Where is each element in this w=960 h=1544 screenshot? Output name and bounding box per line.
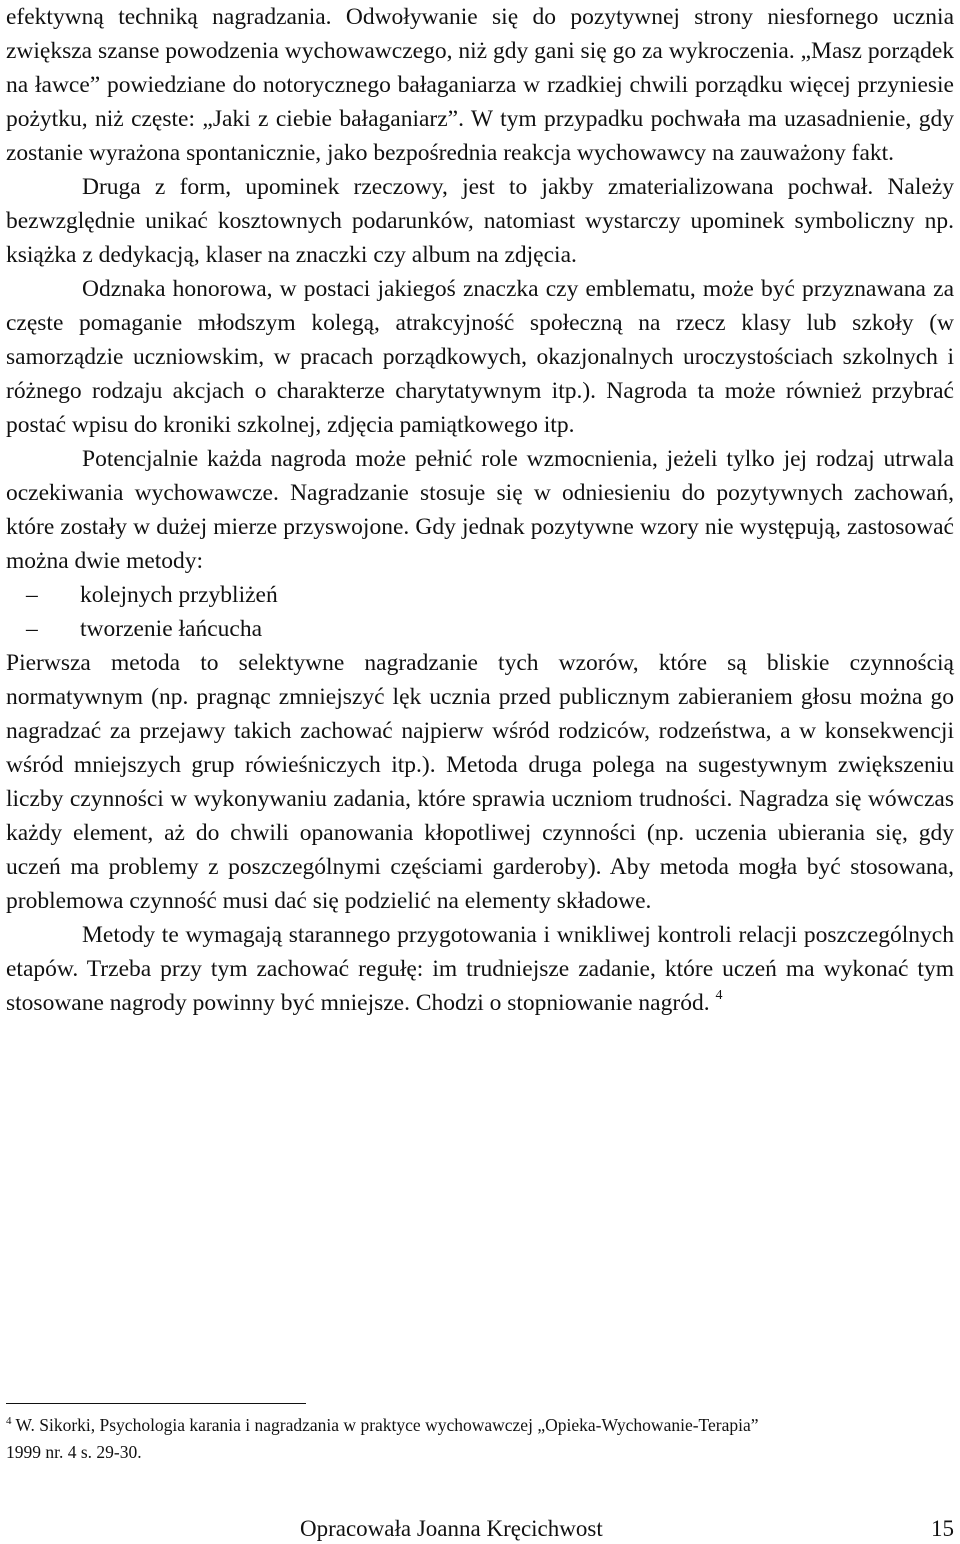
main-text: [6, 0, 954, 1020]
list-item-text: kolejnych przybliżeń: [80, 582, 278, 608]
paragraph-conclusion-text: Metody te wymagają starannego przygotowania i wnikliwej kontroli relacji poszczególnych etapów. Trzeba przy tym zachować regułę: im trudniejsze zadanie, które uczeń ma wykonać tym stosowane nagrody powinny być mniejsze. Chodzi o stopniowanie nagród.: [6, 922, 954, 1016]
footnote-separator: [6, 1403, 306, 1404]
footnote-reference: 4: [715, 988, 723, 1004]
dash-bullet: –: [26, 582, 38, 608]
paragraph-methods: Pierwsza metoda to selektywne nagradzanie tych wzorów, które są bliskie czynnością normatywnym (np. pragnąc zmniejszyć lęk ucznia przed publicznym zabieraniem głosu można go nagradzać za przejawy takich zachować najpierw wśród rodziców, rodzeństwa, a w konsekwencji wśród mniejszych grup rówieśniczych itp.). Metoda druga polega na sugestywnym zwiększeniu liczby czynności w wykonywaniu zadania, które sprawia uczniom trudności. Nagradza się wówczas każdy element, aż do chwili opanowania kłopotliwej czynności (np. uczenia ubierania się, gdy uczeń ma problemy z poszczególnymi częściami garderoby). Aby metoda mogła być stosowana, problemowa czynność musi dać się podzielić na elementy składowe.: [6, 650, 954, 914]
methods-list: [6, 578, 954, 646]
list-item: [6, 612, 954, 646]
footnote-journal: „Opieka-Wychowanie-Terapia”: [537, 1415, 759, 1435]
footer-author: Opracowała Joanna Kręcichwost: [300, 1516, 603, 1541]
footnote-marker: 4: [6, 1415, 12, 1428]
footnote-text-after: 1999 nr. 4 s. 29-30.: [6, 1442, 142, 1462]
page-number: 15: [931, 1516, 954, 1541]
paragraph-gift: Druga z form, upominek rzeczowy, jest to jakby zmaterializowana pochwał. Należy bezwzględnie unikać kosztownych podarunków, natomiast wystarczy upominek symboliczny np. książka z dedykacją, klaser na znaczki czy album na zdjęcia.: [6, 174, 954, 268]
paragraph-reinforcement: Potencjalnie każda nagroda może pełnić role wzmocnienia, jeżeli tylko jej rodzaj utrwala oczekiwania wychowawcze. Nagradzanie stosuje się w odniesieniu do pozytywnych zachowań, które zostały w dużej mierze przyswojone. Gdy jednak pozytywne wzory nie występują, zastosować można dwie metody:: [6, 446, 954, 574]
list-item-text: tworzenie łańcucha: [80, 616, 263, 642]
footnote-text-before: W. Sikorki, Psychologia karania i nagradzania w praktyce wychowawczej: [11, 1415, 538, 1435]
list-item: [6, 578, 954, 612]
paragraph-conclusion: [6, 918, 954, 1020]
dash-bullet: –: [26, 616, 38, 642]
paragraph-praise: efektywną techniką nagradzania. Odwoływanie się do pozytywnej strony niesfornego ucznia zwiększa szanse powodzenia wychowawczego, niż gdy gani się go za wykroczenia. „Masz porządek na ławce” powiedziane do notorycznego bałaganiarza w rzadkiej chwili porządku więcej przyniesie pożytku, niż częste: „Jaki z ciebie bałaganiarz”. W tym przypadku pochwała ma uzasadnienie, gdy zostanie wyrażona spontanicznie, jako bezpośrednia reakcja wychowawcy na zauważony fakt.: [6, 4, 954, 166]
footnote: [6, 1412, 954, 1466]
page-footer: [0, 1514, 960, 1544]
paragraph-badge: Odznaka honorowa, w postaci jakiegoś znaczka czy emblematu, może być przyznawana za częste pomaganie młodszym kolegą, atrakcyjność społeczną na rzecz klasy lub szkoły (w samorządzie uczniowskim, w pracach porządkowych, okazjonalnych uroczystościach szkolnych i różnego rodzaju akcjach o charakterze charytatywnym itp.). Nagroda ta może również przybrać postać wpisu do kroniki szkolnej, zdjęcia pamiątkowego itp.: [6, 276, 954, 438]
